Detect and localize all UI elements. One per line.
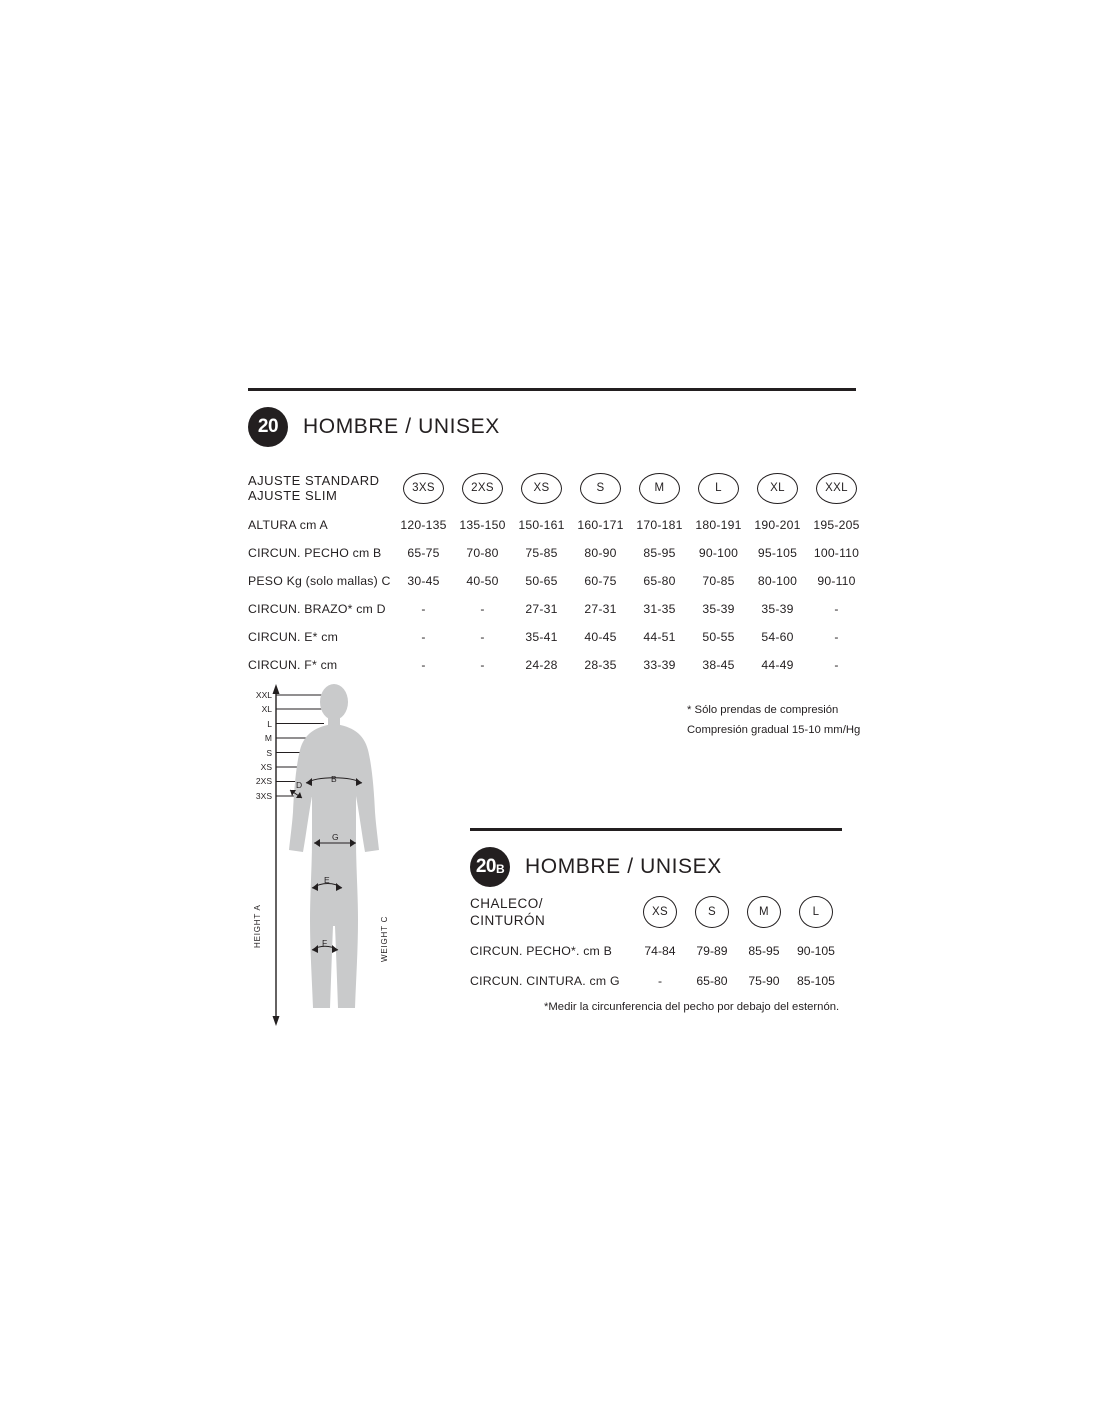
row-label: CIRCUN. PECHO cm B [248,546,382,560]
section-20-divider [248,388,856,391]
note-gradual-compression: Compresión gradual 15-10 mm/Hg [687,724,861,736]
section-20-badge [248,407,288,447]
table-cell: 90-105 [797,944,835,958]
table-cell: 35-41 [525,630,558,644]
figure-graphic [246,680,436,1030]
scale-label-xs: XS [260,762,272,773]
category-label [470,895,634,929]
table-cell: - [480,602,485,616]
table-cell: 33-39 [643,658,676,672]
table-cell: 70-80 [466,546,499,560]
size-header-cell [512,473,571,504]
table-cell: - [480,658,485,672]
fit-slim-label: AJUSTE SLIM [248,488,338,503]
scale-label-3xs: 3XS [255,790,272,801]
size-badge-2xs: 2XS [462,473,503,504]
size-badge-xxl: XXL [816,473,857,504]
table-cell: 74-84 [644,944,676,958]
row-label: CIRCUN. PECHO*. cm B [470,943,613,958]
table-cell: 79-89 [696,944,728,958]
table-row [248,539,860,567]
row-label: PESO Kg (solo mallas) C [248,574,391,588]
table-cell: 75-90 [748,974,780,988]
row-label: CIRCUN. F* cm [248,658,338,672]
section-20-badge-number: 20 [257,416,279,437]
scale-label-m: M [264,733,272,744]
table-cell: 80-100 [757,574,798,588]
size-header-cell [394,473,453,504]
table-cell: 60-75 [584,574,617,588]
row-label: CIRCUN. E* cm [248,630,339,644]
size-header-cell [738,896,790,928]
table-cell: - [421,658,426,672]
size-badge-b-m: M [747,896,781,928]
table-cell: 80-90 [584,546,617,560]
body-measurement-figure [246,680,436,1030]
table-row [248,595,856,623]
size-badge-b-s: S [695,896,729,928]
table-cell: 28-35 [584,658,617,672]
section-20-title-row [248,405,856,449]
table-row [248,651,856,679]
marker-b: B [331,774,337,784]
table-cell: - [480,630,485,644]
scale-label-2xs: 2XS [255,776,272,787]
table-cell: - [834,658,839,672]
scale-label-l: L [267,718,272,729]
section-20-title: HOMBRE / UNISEX [303,415,500,438]
table-cell: 44-49 [761,658,794,672]
table-cell: 27-31 [584,602,617,616]
section-20-header [248,388,856,449]
size-header-cell [790,896,842,928]
size-badge-l: L [698,473,739,504]
table-cell: 27-31 [525,602,558,616]
table-cell: - [421,630,426,644]
marker-d: D [296,780,303,790]
table-row [470,936,848,966]
category-label-line1: CHALECO/ [470,896,544,911]
section-20b-badge-suffix: B [495,862,505,876]
table-cell: 54-60 [761,630,794,644]
table-cell: 30-45 [407,574,440,588]
section-20b-footnote: *Medir la circunferencia del pecho por debajo del esternón. [544,1001,840,1013]
table-cell: 65-80 [643,574,676,588]
table-cell: 160-171 [577,518,624,532]
table-20-header-row [248,465,856,511]
table-cell: 85-95 [643,546,676,560]
scale-label-s: S [266,747,272,758]
height-axis-label: HEIGHT A [253,904,262,948]
table-cell: 120-135 [400,518,447,532]
size-header-cell [630,473,689,504]
table-cell: 40-50 [466,574,499,588]
table-cell: 95-105 [757,546,798,560]
table-cell: 180-191 [695,518,742,532]
table-cell: 90-110 [817,574,856,588]
size-header-cell [689,473,748,504]
row-label: ALTURA cm A [248,518,328,532]
size-header-cell [686,896,738,928]
table-cell: 150-161 [518,518,565,532]
table-cell: 70-85 [702,574,735,588]
size-header-cell [453,473,512,504]
table-cell: 85-95 [748,944,780,958]
table-cell: 75-85 [525,546,558,560]
table-cell: 40-45 [584,630,617,644]
size-table-20 [248,465,860,679]
table-cell: - [834,602,839,616]
section-20b-divider [470,828,842,831]
table-cell: 195-205 [813,518,860,532]
section-20b-badge [470,847,510,887]
fit-standard-label: AJUSTE STANDARD [248,473,380,488]
compression-notes [687,700,860,740]
fit-type-label [248,473,394,503]
table-cell: 50-55 [702,630,735,644]
size-table-20b [470,888,848,996]
section-20b-title-row [470,845,842,889]
marker-g: G [332,832,339,842]
table-cell: 100-110 [813,546,860,560]
table-cell: 44-51 [643,630,676,644]
table-cell: 90-100 [698,546,739,560]
size-badge-b-xs: XS [643,896,677,928]
table-cell: 24-28 [525,658,558,672]
table-cell: 35-39 [761,602,794,616]
size-header-cell [748,473,807,504]
section-20b-header [470,828,842,889]
weight-axis-label: WEIGHT C [380,915,389,962]
table-cell: 35-39 [702,602,735,616]
table-cell: - [421,602,426,616]
table-cell: 135-150 [459,518,506,532]
size-badge-xs: XS [521,473,562,504]
table-cell: 170-181 [636,518,683,532]
size-badge-xl: XL [757,473,798,504]
section-20b-title: HOMBRE / UNISEX [525,855,722,878]
table-row [248,511,860,539]
marker-e: E [324,875,330,885]
row-label: CIRCUN. CINTURA. cm G [470,973,620,988]
table-row [470,966,848,996]
size-badge-s: S [580,473,621,504]
table-cell: 50-65 [525,574,558,588]
table-cell: 65-75 [407,546,440,560]
table-cell: - [834,630,839,644]
scale-label-xl: XL [261,704,272,715]
table-20b-header-row [470,888,848,936]
size-badge-3xs: 3XS [403,473,444,504]
table-row [248,567,856,595]
height-axis-arrow [273,684,280,1026]
size-badge-m: M [639,473,680,504]
size-header-cell [807,473,866,504]
table-cell: 65-80 [696,974,728,988]
table-cell: 31-35 [643,602,676,616]
table-cell: 85-105 [797,974,835,988]
size-header-cell [571,473,630,504]
table-row [248,623,856,651]
note-compression-garments: * Sólo prendas de compresión [687,704,839,716]
size-header-cell [634,896,686,928]
body-silhouette [289,684,379,1008]
marker-f: F [322,938,328,948]
table-cell: 190-201 [754,518,801,532]
category-label-line2: CINTURÓN [470,913,546,928]
section-20b-badge-number: 20 [475,856,496,877]
table-cell: 38-45 [702,658,735,672]
row-label: CIRCUN. BRAZO* cm D [248,602,386,616]
scale-label-xxl: XXL [255,690,272,700]
size-badge-b-l: L [799,896,833,928]
table-cell: - [657,974,663,988]
